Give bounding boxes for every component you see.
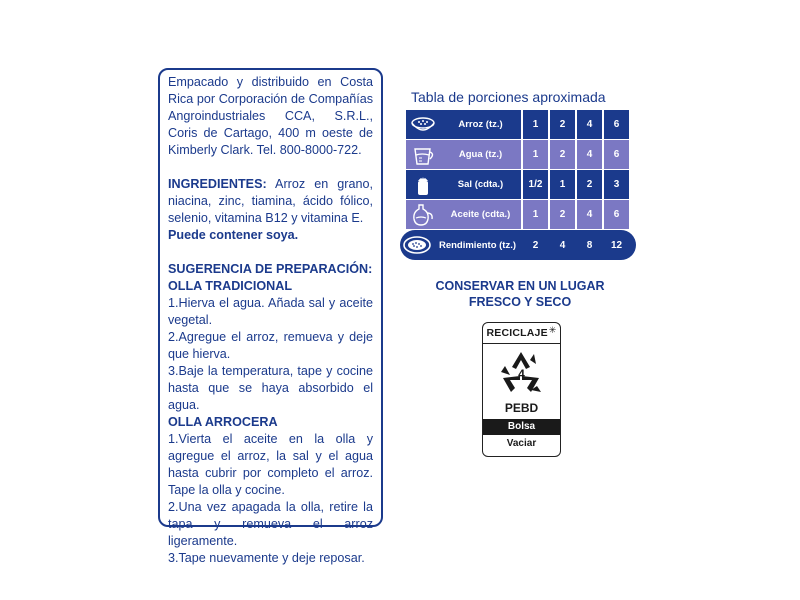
method1-step: 1.Hierva el agua. Añada sal y aceite vegetal. [168, 296, 373, 327]
row-label: Aceite (cdta.) [450, 209, 511, 220]
cooked-rice-plate-icon [400, 234, 434, 256]
method1-step: 2.Agregue el arroz, remueva y deje que hierva. [168, 330, 373, 361]
table-row [406, 140, 632, 169]
row-label-cell [406, 200, 521, 229]
allergen-text: Puede contener soya. [168, 228, 299, 242]
storage-line: CONSERVAR EN UN LUGAR [435, 279, 605, 293]
method1-heading: OLLA TRADICIONAL [168, 279, 293, 293]
material-code: PEBD [504, 401, 539, 415]
recycling-symbol [483, 344, 560, 399]
storage-line: FRESCO Y SECO [468, 295, 572, 309]
table-cell: 3 [604, 170, 629, 199]
method2-step: 2.Una vez apagada la olla, retire la tapa y remueva el arroz ligeramente. [168, 500, 373, 548]
table-cell: 1 [550, 170, 575, 199]
table-cell: 1/2 [523, 170, 548, 199]
recycling-number: 4 [518, 366, 525, 381]
table-cell: 2 [532, 239, 539, 251]
table-cell: 1 [523, 140, 548, 169]
table-cell: 1 [523, 200, 548, 229]
row-label-cell [406, 140, 521, 169]
row-label: Arroz (tz.) [458, 119, 503, 130]
suggestion-heading: SUGERENCIA DE PREPARACIÓN: [168, 262, 373, 276]
table-cell: 6 [604, 110, 629, 139]
rice-bowl-icon [406, 115, 440, 135]
salt-shaker-icon [406, 173, 440, 197]
row-label: Rendimiento (tz.) [438, 239, 517, 251]
row-label-cell [406, 170, 521, 199]
row-label: Agua (tz.) [458, 149, 503, 160]
product-info-panel [158, 68, 383, 565]
row-label-cell [400, 230, 521, 260]
method1-step: 3.Baje la temperatura, tape y cocine hasta que se haya absorbido el agua. [168, 364, 373, 412]
table-cell: 1 [523, 110, 548, 139]
table-cell: 2 [550, 110, 575, 139]
recycling-heading-row [483, 323, 560, 344]
measuring-cup-icon [406, 144, 440, 166]
table-cell: 4 [577, 200, 602, 229]
sparkle-icon: ✳ [548, 324, 557, 335]
table-cell: 4 [577, 140, 602, 169]
ingredients-paragraph [168, 176, 373, 227]
packaging-text: Empacado y distribuido en Costa Rica por Corporación de Compañías Angroindustriales CCA, S.R.L., Coris de Cartago, 400 m oeste de Kimberly Clark. Tel. 800-8000-722. [168, 75, 373, 157]
recycling-label [482, 322, 561, 457]
row-label: Sal (cdta.) [457, 179, 504, 190]
table-cell: 2 [550, 140, 575, 169]
table-cell: 8 [586, 239, 593, 251]
yield-row [400, 230, 636, 260]
oil-bottle-icon [406, 203, 440, 227]
method2-step: 3.Tape nuevamente y deje reposar. [168, 551, 365, 565]
table-cell: 4 [559, 239, 566, 251]
ingredients-heading: INGREDIENTES: [168, 177, 267, 191]
table-cell: 2 [550, 200, 575, 229]
table-cell: 12 [610, 239, 623, 251]
portion-table-title: Tabla de porciones aproximada [411, 89, 606, 105]
table-cell: 2 [577, 170, 602, 199]
table-cell: 6 [604, 200, 629, 229]
recycling-instruction: Vaciar [506, 438, 537, 449]
table-cell: 4 [577, 110, 602, 139]
portion-table [406, 110, 632, 261]
method2-heading: OLLA ARROCERA [168, 415, 278, 429]
method2-step: 1.Vierta el aceite en la olla y agregue el arroz, la sal y el agua hasta cubrir por completo el arroz. Tape la olla y cocine. [168, 432, 373, 497]
storage-instructions [420, 278, 620, 310]
recycling-heading: RECICLAJE [486, 327, 548, 339]
table-cell: 6 [604, 140, 629, 169]
table-row [406, 200, 632, 229]
table-row [406, 170, 632, 199]
table-row [406, 110, 632, 139]
ingredients-text: Arroz en grano, niacina, zinc, tiamina, ácido fólico, selenio, vitamina B12 y vitamina E. [168, 177, 373, 225]
row-label-cell [406, 110, 521, 139]
recycling-item: Bolsa [483, 419, 560, 435]
